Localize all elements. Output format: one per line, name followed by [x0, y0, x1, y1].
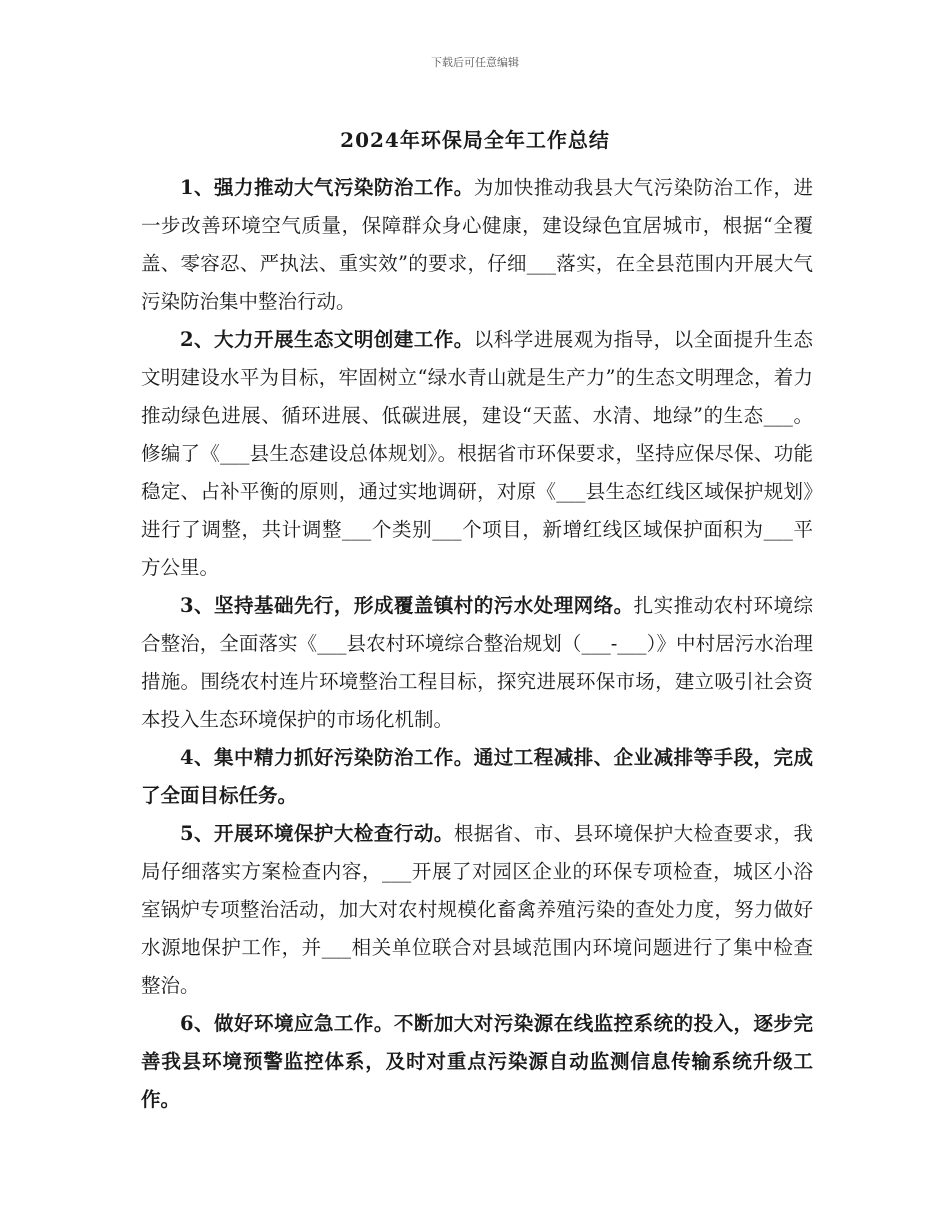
paragraph-6	[141, 1005, 813, 1119]
paragraph-text: 根据省、市、县环境保护大检查要求，我局仔细落实方案检查内容，___开展了对园区企业的环保专项检查，城区小浴室锅炉专项整治活动，加大对农村规模化畜禽养殖污染的查处力度，努力做好水源地保护工作，并___相关单位联合对县域范围内环境问题进行了集中检查整治。	[141, 822, 813, 997]
paragraph-heading: 3、坚持基础先行，形成覆盖镇村的污水处理网络。	[180, 594, 634, 617]
paragraph-heading: 4、集中精力抓好污染防治工作。通过工程减排、企业减排等手段，完成了全面目标任务。	[141, 746, 813, 807]
page-header-note: 下载后可任意编辑	[431, 56, 519, 69]
paragraph-heading: 6、做好环境应急工作。不断加大对污染源在线监控系统的投入，逐步完善我县环境预警监控体系，及时对重点污染源自动监测信息传输系统升级工作。	[141, 1012, 813, 1111]
paragraph-text: 以科学进展观为指导，以全面提升生态文明建设水平为目标，牢固树立“绿水青山就是生产力”的生态文明理念，着力推动绿色进展、循环进展、低碳进展，建设“天蓝、水清、地绿”的生态___。修编了《___县生态建设总体规划》。根据省市环保要求，坚持应保尽保、功能稳定、占补平衡的原则，通过实地调研，对原《___县生态红线区域保护规划》进行了调整，共计调整___个类别___个项目，新增红线区域保护面积为___平方公里。	[141, 328, 813, 579]
paragraph-3	[141, 587, 813, 739]
paragraph-heading: 5、开展环境保护大检查行动。	[180, 822, 454, 845]
paragraph-4	[141, 739, 813, 815]
paragraph-1	[141, 169, 813, 321]
paragraph-heading: 1、强力推动大气污染防治工作。	[180, 176, 474, 199]
paragraph-2	[141, 321, 813, 587]
document-title: 2024年环保局全年工作总结	[340, 128, 610, 152]
paragraph-heading: 2、大力开展生态文明创建工作。	[180, 328, 474, 351]
paragraph-text: 扎实推动农村环境综合整治，全面落实《___县农村环境综合整治规划（___-___）》中村居污水治理措施。围绕农村连片环境整治工程目标，探究进展环保市场，建立吸引社会资本投入生态环境保护的市场化机制。	[141, 594, 813, 731]
document-body	[141, 169, 813, 1119]
paragraph-text: 为加快推动我县大气污染防治工作，进一步改善环境空气质量，保障群众身心健康，建设绿色宜居城市，根据“全覆盖、零容忍、严执法、重实效”的要求，仔细___落实，在全县范围内开展大气污染防治集中整治行动。	[141, 176, 813, 313]
paragraph-5	[141, 815, 813, 1005]
